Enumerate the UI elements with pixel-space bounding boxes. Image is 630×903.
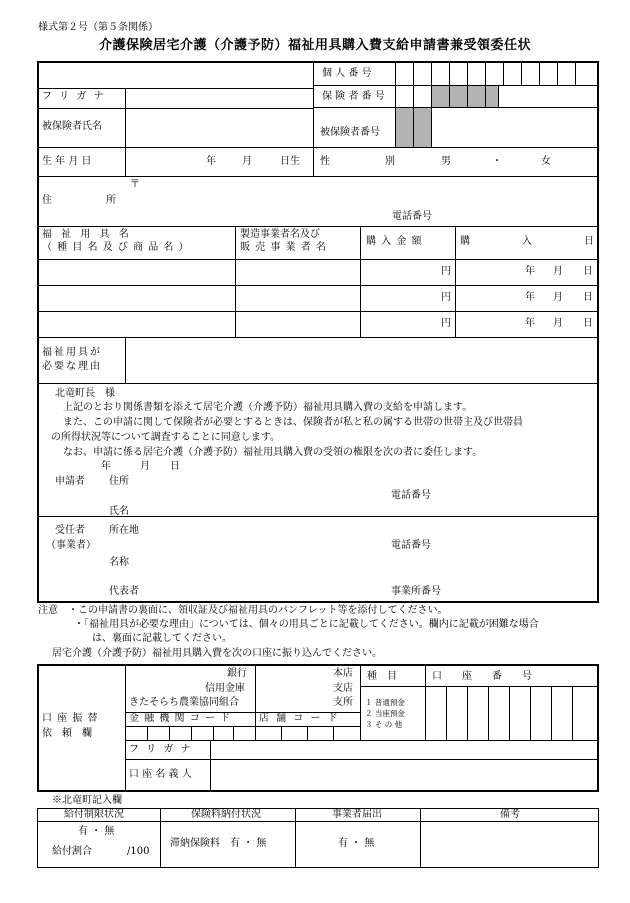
bank-transfer-box xyxy=(37,664,599,792)
insured-name-label: 被保険者氏名 xyxy=(42,121,102,132)
sex-male: 男 xyxy=(441,156,451,167)
date-year: 年 xyxy=(525,318,535,329)
benefit-ratio-label: 給付割合 xyxy=(52,846,92,857)
benefit-ratio-unit: /100 xyxy=(127,846,150,857)
purchase-date-header-c: 日 xyxy=(584,236,594,247)
maker-header: 製造事業者名及び xyxy=(240,229,320,240)
shaded-cells xyxy=(431,85,498,107)
shinkin-label: 信用金庫 xyxy=(205,683,245,694)
applicant-address-label: 住所 xyxy=(109,476,129,487)
applicant-label: 申請者 xyxy=(55,476,85,487)
birth-month: 月 xyxy=(242,156,252,167)
provider-report-header: 事業者届出 xyxy=(332,809,382,820)
agent-label-2: （事業者） xyxy=(46,540,96,551)
account-holder-label: 口 座 名 義 人 xyxy=(129,769,192,780)
purchase-date-header-a: 購 xyxy=(460,236,470,247)
apply-month: 月 xyxy=(140,461,150,472)
account-type-option: ３ そ の 他 xyxy=(365,720,403,729)
address-label-2: 所 xyxy=(106,195,116,206)
insurer-number-label: 保 険 者 番 号 xyxy=(322,91,385,102)
date-month: 月 xyxy=(553,292,563,303)
application-form xyxy=(37,61,599,603)
bank-code-label: 金 融 機 関 コ ー ド xyxy=(129,713,232,724)
declaration-p3: なお、申請に係る居宅介護（介護予防）福祉用具購入費の受領の権限を次の者に委任します。 xyxy=(63,447,483,458)
page-title: 介護保険居宅介護（介護予防）福祉用具購入費支給申請書兼受領委任状 xyxy=(98,38,531,53)
apply-day: 日 xyxy=(170,461,180,472)
account-number-label: 口 座 番 号 xyxy=(432,671,532,682)
maker-header-2: 販 売 事 業 者 名 xyxy=(240,242,327,253)
purchase-date-header-b: 入 xyxy=(522,236,532,247)
account-type-option: ２ 当座預金 xyxy=(365,709,405,718)
noukyo-label: きたそらち農業協同組合 xyxy=(129,697,239,708)
sex-label: 性 xyxy=(320,156,330,167)
representative-label: 代表者 xyxy=(109,586,139,597)
address-label: 住 xyxy=(42,195,52,206)
birth-year: 年 xyxy=(206,156,216,167)
office-use-title: ※北竜町記入欄 xyxy=(52,795,122,806)
yen-unit: 円 xyxy=(441,292,451,303)
agent-tel-label: 電話番号 xyxy=(391,540,431,551)
account-type-label: 種 目 xyxy=(367,671,397,682)
applicant-tel-label: 電話番号 xyxy=(391,490,431,501)
note-1: 注意 ・この申請書の裏面に、領収証及び福祉用具のパンフレット等を添付してください。 xyxy=(38,605,448,616)
date-month: 月 xyxy=(553,266,563,277)
item-name-header-2: （ 種 目 名 及 び 商 品 名 ） xyxy=(42,242,190,253)
declaration-p1: 上記のとおり関係書類を添えて居宅介護（介護予防）福祉用具購入費の支給を申請します。 xyxy=(63,402,473,413)
arrears-value: 滞納保険料 有 ・ 無 xyxy=(170,838,267,849)
note-2b: は、裏面に記載してください。 xyxy=(92,633,232,644)
apply-year: 年 xyxy=(101,461,111,472)
individual-number-label: 個 人 番 号 xyxy=(322,68,372,79)
insured-number-label: 被保険者番号 xyxy=(320,127,380,138)
amount-header: 購 入 金 額 xyxy=(366,236,423,247)
benefit-limit-header: 給付制限状況 xyxy=(64,809,124,820)
postal-mark: 〒 xyxy=(130,179,140,190)
date-day: 日 xyxy=(583,292,593,303)
holder-furigana-label: フ リ ガ ナ xyxy=(129,744,193,755)
address-tel-label: 電話番号 xyxy=(392,211,432,222)
yen-unit: 円 xyxy=(441,266,451,277)
sex-female: 女 xyxy=(541,156,551,167)
declaration-p2b: の所得状況等について調査することに同意します。 xyxy=(51,432,280,443)
sex-separator: ・ xyxy=(492,156,502,167)
date-day: 日 xyxy=(583,318,593,329)
date-month: 月 xyxy=(553,318,563,329)
agent-location-label: 所在地 xyxy=(109,525,139,536)
provider-report-value: 有 ・ 無 xyxy=(338,838,375,849)
applicant-name-label: 氏名 xyxy=(109,506,129,517)
date-year: 年 xyxy=(525,266,535,277)
yen-unit: 円 xyxy=(441,318,451,329)
head-office-label: 本店 xyxy=(333,668,353,679)
reason-label-2: 必要な理由 xyxy=(42,361,102,372)
form-number: 様式第２号（第５条関係） xyxy=(38,22,158,33)
branch-label: 支店 xyxy=(333,683,353,694)
declaration-p2: また、この申請に関して保険者が必要とするときは、保険者が私と私の属する世帯の世帯主及び世帯員 xyxy=(63,417,523,428)
account-transfer-label: 口 座 振 替 xyxy=(42,713,99,724)
note-2: ・「福祉用具が必要な理由」については、個々の用具ごとに記載してください。欄内に記載が困難な場合 xyxy=(74,619,539,630)
store-code-label: 店 舗 コ ー ド xyxy=(259,713,340,724)
date-day: 日 xyxy=(583,266,593,277)
agent-name-label: 名称 xyxy=(109,557,129,568)
branch-office-label: 支所 xyxy=(333,697,353,708)
account-type-option: １ 普通預金 xyxy=(365,698,405,707)
office-number-label: 事業所番号 xyxy=(391,586,441,597)
item-name-header: 福 祉 用 具 名 xyxy=(42,229,132,240)
birth-day: 日生 xyxy=(280,156,300,167)
premium-status-header: 保険料納付状況 xyxy=(191,809,261,820)
birthdate-label: 生 年 月 日 xyxy=(42,156,92,167)
date-year: 年 xyxy=(525,292,535,303)
bank-label: 銀行 xyxy=(227,668,247,679)
agent-label: 受任者 xyxy=(55,525,85,536)
reason-label: 福祉用具が xyxy=(42,347,102,358)
benefit-limit-value: 有 ・ 無 xyxy=(78,826,115,837)
furigana-label: フ リ ガ ナ xyxy=(42,91,106,102)
remarks-header: 備考 xyxy=(500,809,520,820)
addressee: 北竜町長 様 xyxy=(55,388,115,399)
transfer-instruction: 居宅介護（介護予防）福祉用具購入費を次の口座に振り込んでください。 xyxy=(52,648,382,659)
account-transfer-label-2: 依 頼 欄 xyxy=(42,728,92,739)
sex-label-2: 別 xyxy=(385,156,395,167)
